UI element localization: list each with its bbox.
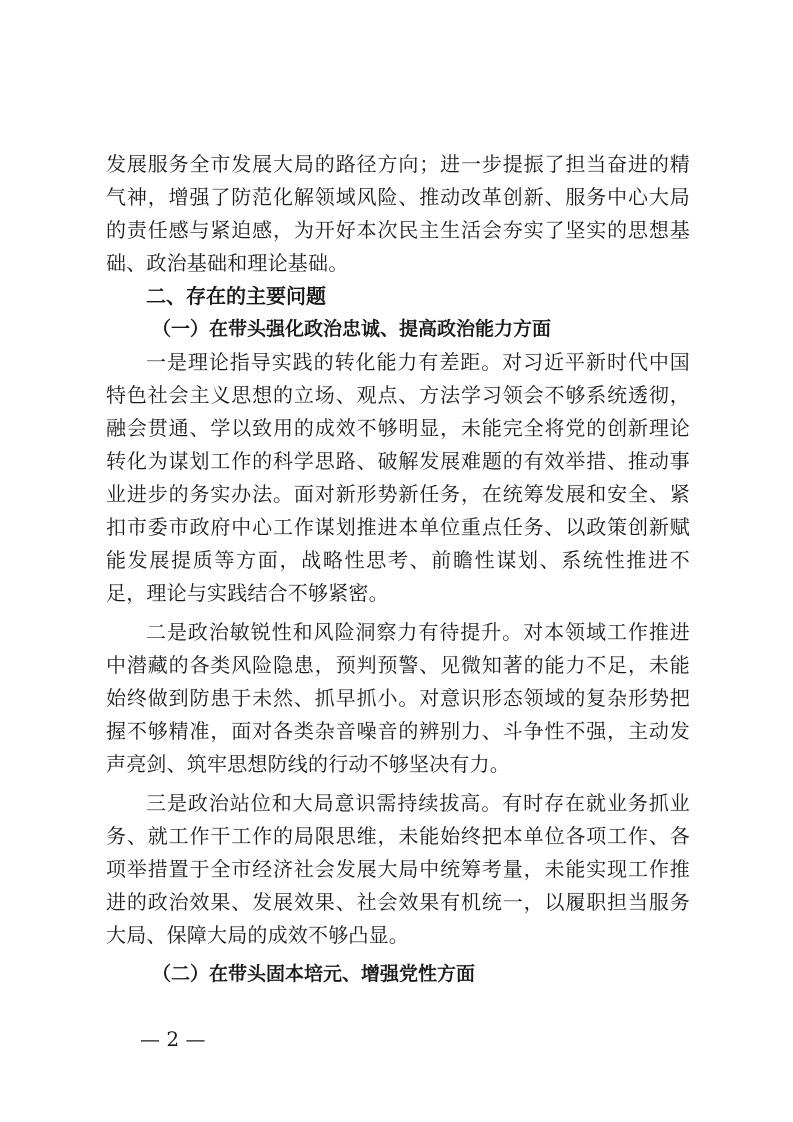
issue-paragraph-3: 三是政治站位和大局意识需持续拔高。有时存在就业务抓业务、就工作干工作的局限思维，未能始终把本单位各项工作、各项举措置于全市经济社会发展大局中统筹考量，未能实现工作推进的政治效果、发展效果、社会效果有机统一，以履职担当服务大局、保障大局的成效不够凸显。 [106,791,690,947]
section-heading: 二、存在的主要问题 [146,284,326,308]
document-body [106,148,690,991]
subsection-heading-2: （二）在带头固本培元、增强党性方面 [152,963,476,985]
paragraph-continuation: 发展服务全市发展大局的路径方向；进一步提振了担当奋进的精气神，增强了防范化解领域风险、推动改革创新、服务中心大局的责任感与紧迫感，为开好本次民主生活会夯实了坚实的思想基础、政治基础和理论基础。 [106,152,690,275]
issue-paragraph-1: 一是理论指导实践的转化能力有差距。对习近平新时代中国特色社会主义思想的立场、观点、方法学习领会不够系统透彻，融会贯通、学以致用的成效不够明显，未能完全将党的创新理论转化为谋划工作的科学思路、破解发展难题的有效举措、推动事业进步的务实办法。面对新形势新任务，在统筹发展和安全、紧扣市委市政府中心工作谋划推进本单位重点任务、以政策创新赋能发展提质等方面，战略性思考、前瞻性谋划、系统性推进不足，理论与实践结合不够紧密。 [106,350,690,605]
page-number: — 2 — [140,1027,206,1051]
issue-paragraph-2: 二是政治敏锐性和风险洞察力有待提升。对本领域工作推进中潜藏的各类风险隐患，预判预警、见微知著的能力不足，未能始终做到防患于未然、抓早抓小。对意识形态领域的复杂形势把握不够精准，面对各类杂音噪音的辨别力、斗争性不强，主动发声亮剑、筑牢思想防线的行动不够坚决有力。 [106,620,690,776]
subsection-heading-1: （一）在带头强化政治忠诚、提高政治能力方面 [152,318,552,340]
